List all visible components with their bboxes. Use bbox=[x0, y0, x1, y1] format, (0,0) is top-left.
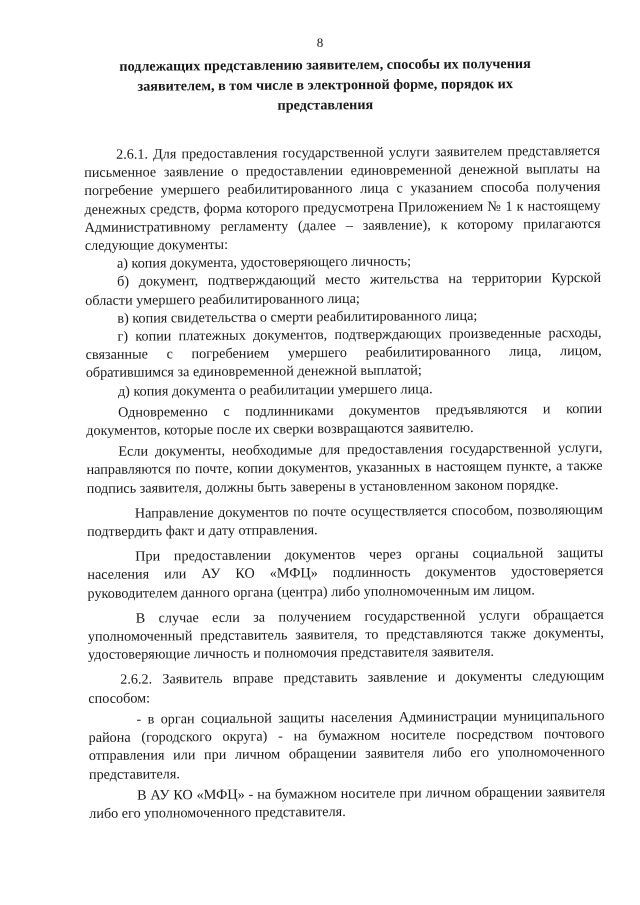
document-body bbox=[84, 142, 605, 823]
list-item-d: д) копия документа о реабилитации умершего лица. bbox=[117, 380, 433, 400]
list-item-v: в) копия свидетельства о смерти реабилитированного лица; bbox=[117, 307, 478, 327]
section-heading: подлежащих представлению заявителем, способы их получения заявителем, в том числе в электронной форме, порядок их представления bbox=[119, 55, 531, 114]
list-item-a: а) копия документа, удостоверяющего личность; bbox=[116, 253, 412, 272]
paragraph-2-6-1: 2.6.1. Для предоставления государственной услуги заявителем представляется письменное заявление о предоставлении единовременной денежной выплаты на погребение умершего реабилитированного лица с указанием способа получения денежных средств, форма которого предусмотрена Приложением № 1 к настоящему Административному регламенту (далее – заявление), к которому прилагаются следующие документы: bbox=[84, 142, 601, 255]
list-item-b: б) документ, подтверждающий место жительства на территории Курской области умершего реабилитированного лица; bbox=[85, 270, 602, 309]
paragraph-2-6-2: 2.6.2. Заявитель вправе представить заявление и документы следующим способом: bbox=[88, 668, 605, 707]
page-number: 8 bbox=[316, 35, 324, 50]
list-item-social-protection: - в орган социальной защиты населения Администрации муниципального района (городского округа) - на бумажном носителе посредством почтового отправления или при личном обращении заявителя либо его уполномоченного представителя. bbox=[88, 707, 605, 783]
paragraph-by-mail: Если документы, необходимые для предоставления государственной услуги, направляются по почте, копии документов, указанных в настоящем пункте, а также подпись заявителя, должны быть заверены в установленном законом порядке. bbox=[86, 440, 603, 497]
list-item-g: г) копии платежных документов, подтверждающих произведенные расходы, связанные с погребением умершего реабилитированного лица, лицом, обратившимся за единовременной денежной выплатой; bbox=[85, 324, 602, 382]
paragraph-mail-method: Направление документов по почте осуществляется способом, позволяющим подтвердить факт и дату отправления. bbox=[86, 501, 603, 541]
paragraph-originals: Одновременно с подлинниками документов предъявляются и копии документов, которые после их сверки возвращаются заявителю. bbox=[86, 400, 603, 440]
list-item-mfc: В АУ КО «МФЦ» - на бумажном носителе при личном обращении заявителя либо его уполномоченного представителя. bbox=[89, 783, 606, 822]
paragraph-representative: В случае если за получением государственной услуги обращается уполномоченный представитель заявителя, то представляются также документы, удостоверяющие личность и полномочия представителя заявителя. bbox=[87, 606, 604, 664]
paragraph-authenticity: При предоставлении документов через органы социальной защиты населения или АУ КО «МФЦ» подлинность документов удостоверяется руководителем данного органа (центра) либо уполномоченным им лицом. bbox=[87, 545, 604, 602]
